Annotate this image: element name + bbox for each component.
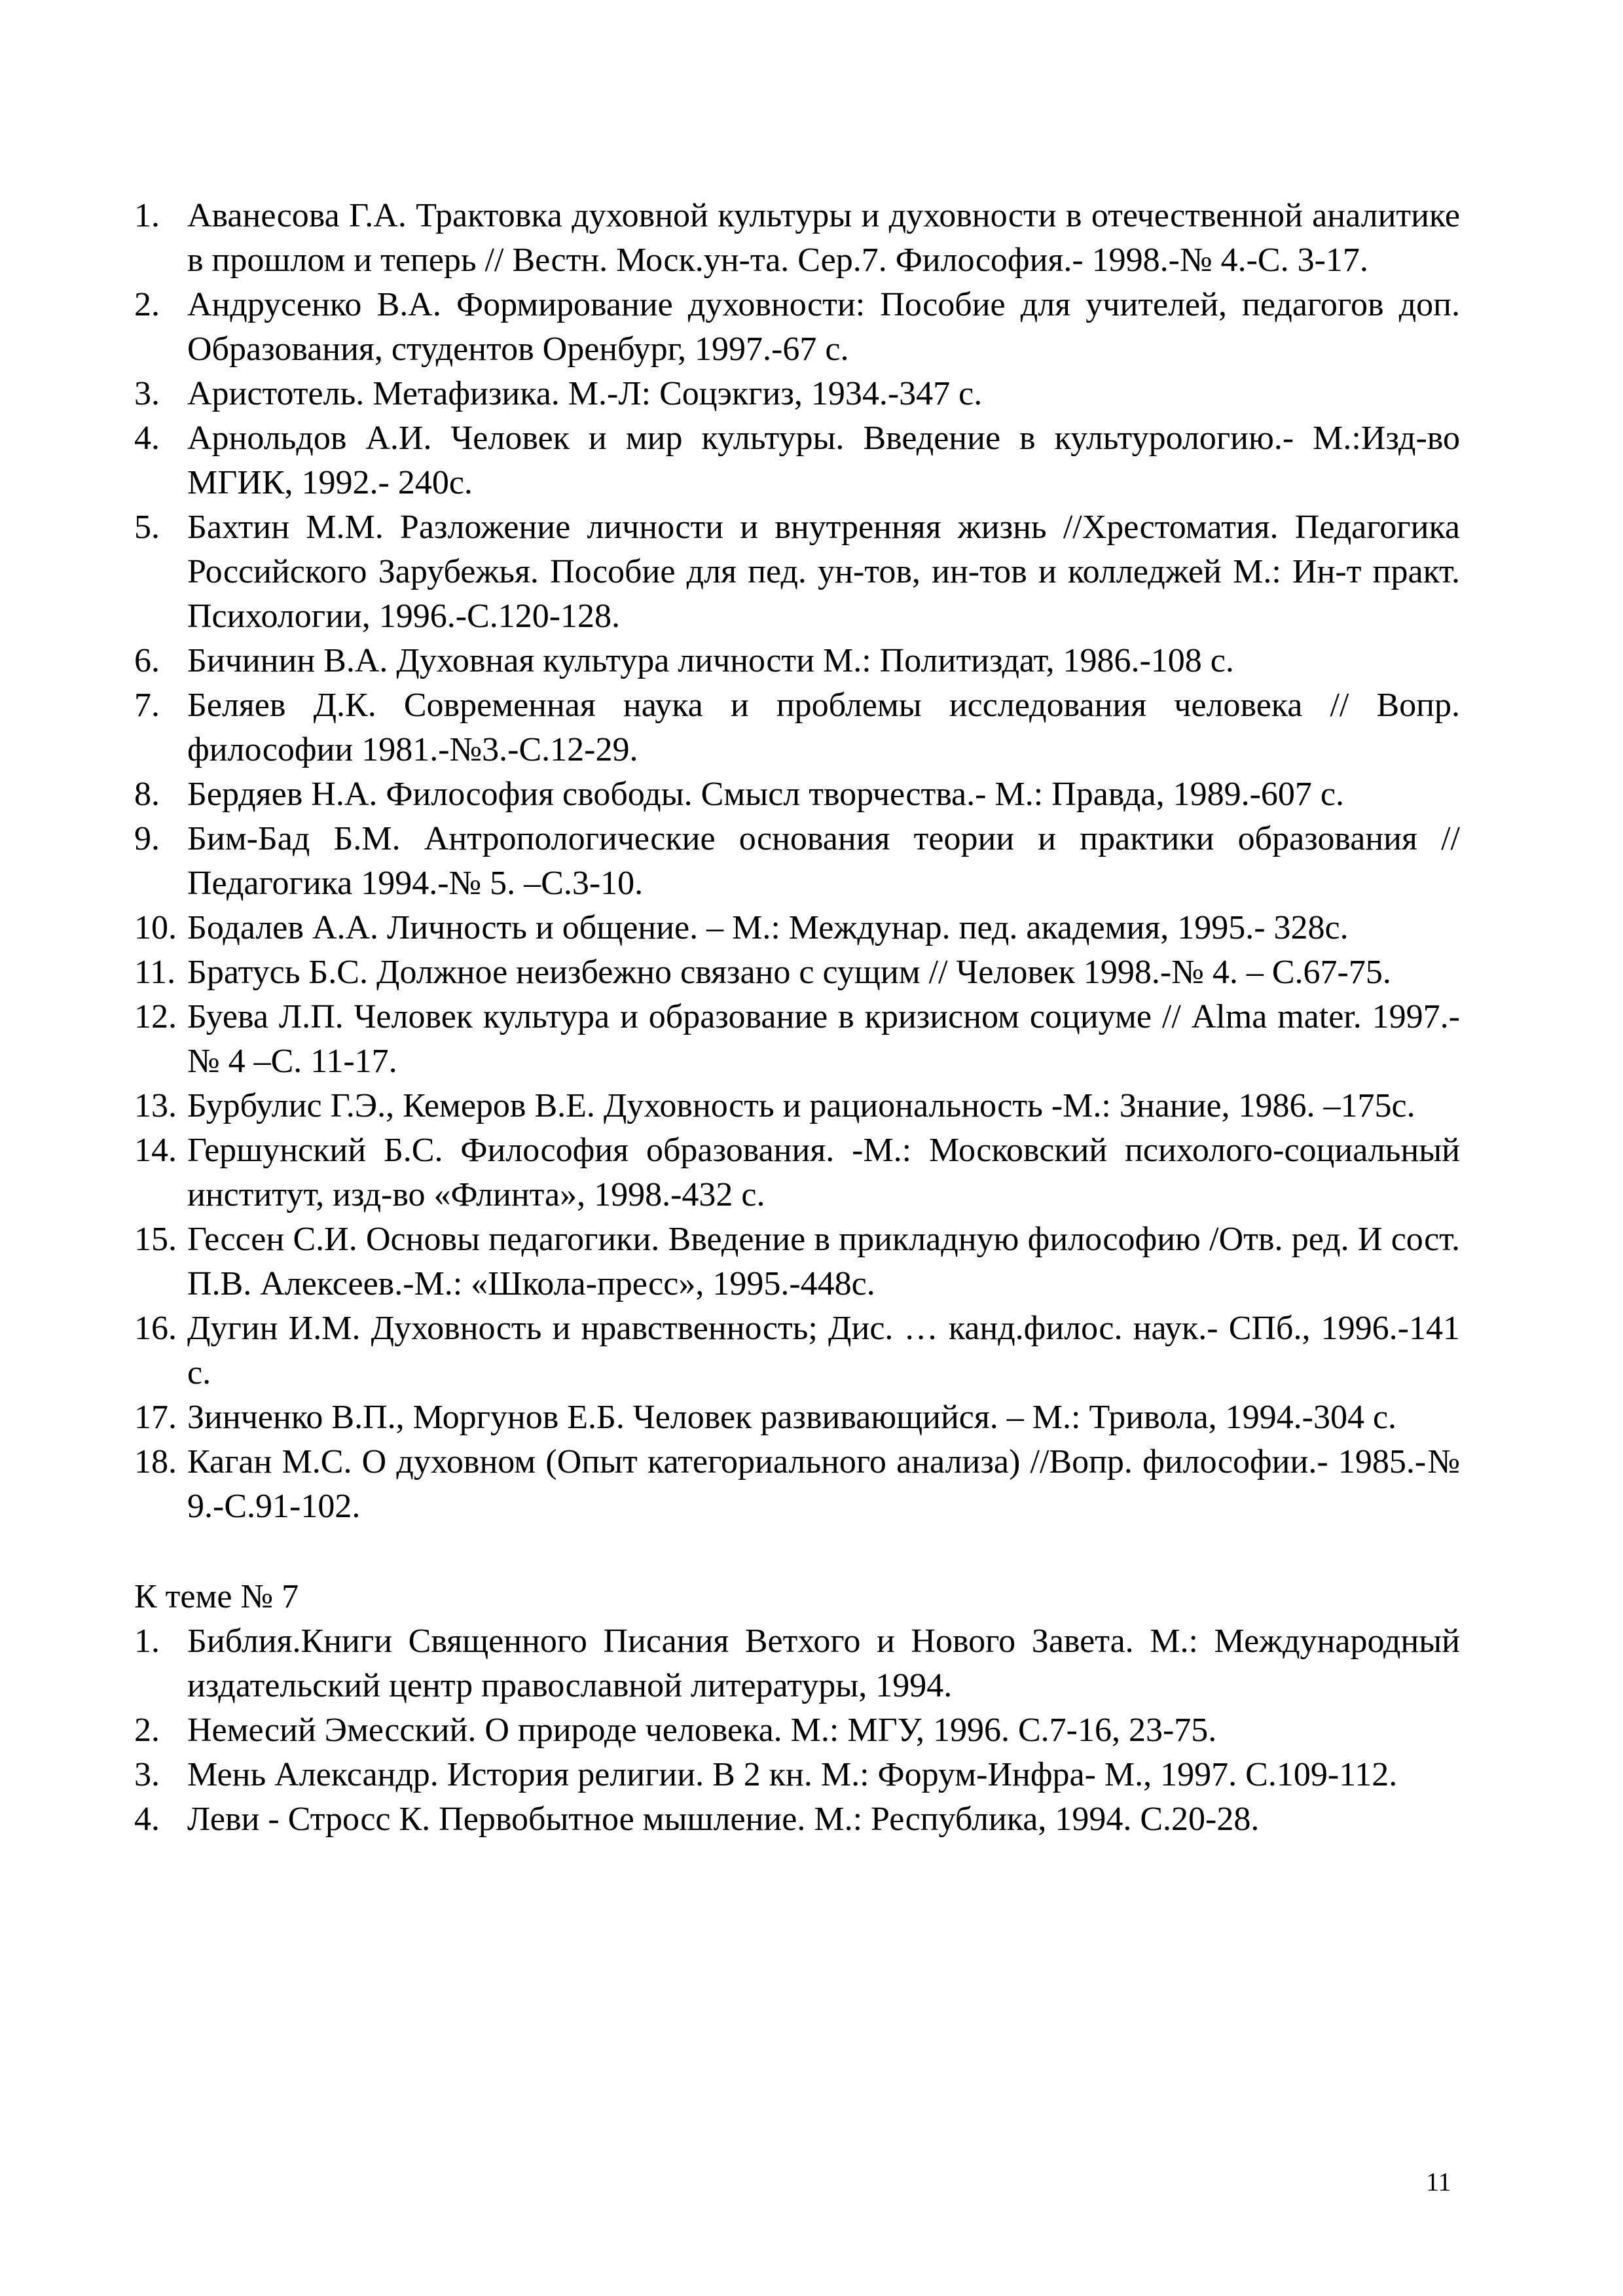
reference-item — [134, 1797, 1460, 1842]
reference-number: 1. — [134, 197, 160, 234]
reference-number: 2. — [134, 1712, 160, 1749]
reference-text: Библия.Книги Священного Писания Ветхого и Нового Завета. М.: Международный издательский центр православной литературы, 1994. — [187, 1623, 1460, 1704]
reference-item — [134, 194, 1460, 283]
reference-number: 15. — [134, 1221, 177, 1258]
reference-text: Гершунский Б.С. Философия образования. -М.: Московский психолого-социальный институт, изд-во «Флинта», 1998.-432 с. — [187, 1132, 1460, 1213]
reference-number: 11. — [134, 954, 176, 991]
reference-number: 4. — [134, 420, 160, 457]
reference-text: Гессен С.И. Основы педагогики. Введение в прикладную философию /Отв. ред. И сост. П.В. Алексеев.-М.: «Школа-пресс», 1995.-448с. — [187, 1221, 1460, 1302]
reference-text: Дугин И.М. Духовность и нравственность; Дис. … канд.филос. наук.- СПб., 1996.-141 с. — [187, 1310, 1460, 1391]
reference-text: Бодалев А.А. Личность и общение. – М.: Междунар. пед. академия, 1995.- 328с. — [187, 909, 1349, 946]
reference-item — [134, 995, 1460, 1084]
reference-item — [134, 1440, 1460, 1529]
reference-text: Андрусенко В.А. Формирование духовности: Пособие для учителей, педагогов доп. Образования, студентов Оренбург, 1997.-67 с. — [187, 286, 1460, 368]
reference-text: Каган М.С. О духовном (Опыт категориального анализа) //Вопр. философии.- 1985.-№ 9.-С.91-102. — [187, 1443, 1460, 1525]
reference-item — [134, 1217, 1460, 1306]
reference-number: 3. — [134, 1756, 160, 1793]
reference-number: 6. — [134, 642, 160, 679]
reference-number: 16. — [134, 1310, 177, 1347]
page-number: 11 — [1426, 2167, 1451, 2197]
reference-number: 13. — [134, 1087, 177, 1124]
reference-number: 17. — [134, 1399, 177, 1436]
reference-item — [134, 1084, 1460, 1128]
reference-item — [134, 950, 1460, 995]
reference-text: Бердяев Н.А. Философия свободы. Смысл творчества.- М.: Правда, 1989.-607 с. — [187, 776, 1344, 813]
reference-item — [134, 639, 1460, 683]
reference-number: 3. — [134, 375, 160, 412]
reference-number: 1. — [134, 1623, 160, 1660]
reference-number: 14. — [134, 1132, 177, 1169]
reference-item — [134, 1306, 1460, 1395]
reference-text: Бичинин В.А. Духовная культура личности М.: Политиздат, 1986.-108 с. — [187, 642, 1234, 679]
reference-list-2 — [134, 1619, 1460, 1842]
reference-item — [134, 1128, 1460, 1217]
reference-item — [134, 283, 1460, 372]
reference-item — [134, 906, 1460, 950]
reference-item — [134, 817, 1460, 906]
reference-text: Арнольдов А.И. Человек и мир культуры. Введение в культурологию.- М.:Изд-во МГИК, 1992.- 240с. — [187, 420, 1460, 501]
reference-text: Мень Александр. История религии. В 2 кн. М.: Форум-Инфра- М., 1997. С.109-112. — [187, 1756, 1398, 1793]
reference-item — [134, 372, 1460, 416]
page-content — [134, 194, 1460, 1842]
reference-number: 9. — [134, 820, 160, 857]
reference-text: Братусь Б.С. Должное неизбежно связано с сущим // Человек 1998.-№ 4. – С.67-75. — [187, 954, 1391, 991]
reference-text: Беляев Д.К. Современная наука и проблемы исследования человека // Вопр. философии 1981.-№3.-С.12-29. — [187, 687, 1460, 768]
reference-number: 18. — [134, 1443, 177, 1480]
reference-number: 12. — [134, 998, 177, 1035]
reference-item — [134, 1753, 1460, 1797]
section-title: К теме № 7 — [134, 1578, 299, 1615]
reference-number: 7. — [134, 687, 160, 724]
reference-item — [134, 1708, 1460, 1753]
reference-item — [134, 1619, 1460, 1708]
reference-text: Леви - Стросс К. Первобытное мышление. М.: Республика, 1994. С.20-28. — [187, 1801, 1260, 1838]
reference-text: Бим-Бад Б.М. Антропологические основания теории и практики образования // Педагогика 1994.-№ 5. –С.3-10. — [187, 820, 1460, 902]
reference-text: Зинченко В.П., Моргунов Е.Б. Человек развивающийся. – М.: Тривола, 1994.-304 с. — [187, 1399, 1397, 1436]
reference-list-1 — [134, 194, 1460, 1529]
reference-item — [134, 416, 1460, 505]
reference-text: Буева Л.П. Человек культура и образование в кризисном социуме // Alma mater. 1997.-№ 4 –С. 11-17. — [187, 998, 1460, 1080]
reference-text: Немесий Эмесский. О природе человека. М.: МГУ, 1996. С.7-16, 23-75. — [187, 1712, 1217, 1749]
reference-item — [134, 505, 1460, 639]
reference-item — [134, 772, 1460, 817]
reference-text: Бахтин М.М. Разложение личности и внутренняя жизнь //Хрестоматия. Педагогика Российского Зарубежья. Пособие для пед. ун-тов, ин-тов и колледжей М.: Ин-т практ. Психологии, 1996.-С.120-128. — [187, 509, 1460, 635]
reference-number: 10. — [134, 909, 177, 946]
reference-number: 8. — [134, 776, 160, 813]
reference-item — [134, 683, 1460, 772]
reference-text: Бурбулис Г.Э., Кемеров В.Е. Духовность и рациональность -М.: Знание, 1986. –175с. — [187, 1087, 1415, 1124]
reference-number: 2. — [134, 286, 160, 323]
reference-item — [134, 1395, 1460, 1440]
reference-number: 4. — [134, 1801, 160, 1838]
reference-text: Аристотель. Метафизика. М.-Л: Соцэкгиз, 1934.-347 с. — [187, 375, 983, 412]
reference-text: Аванесова Г.А. Трактовка духовной культуры и духовности в отечественной аналитике в прошлом и теперь // Вестн. Моск.ун-та. Сер.7. Философия.- 1998.-№ 4.-С. 3-17. — [187, 197, 1460, 279]
reference-number: 5. — [134, 509, 160, 546]
